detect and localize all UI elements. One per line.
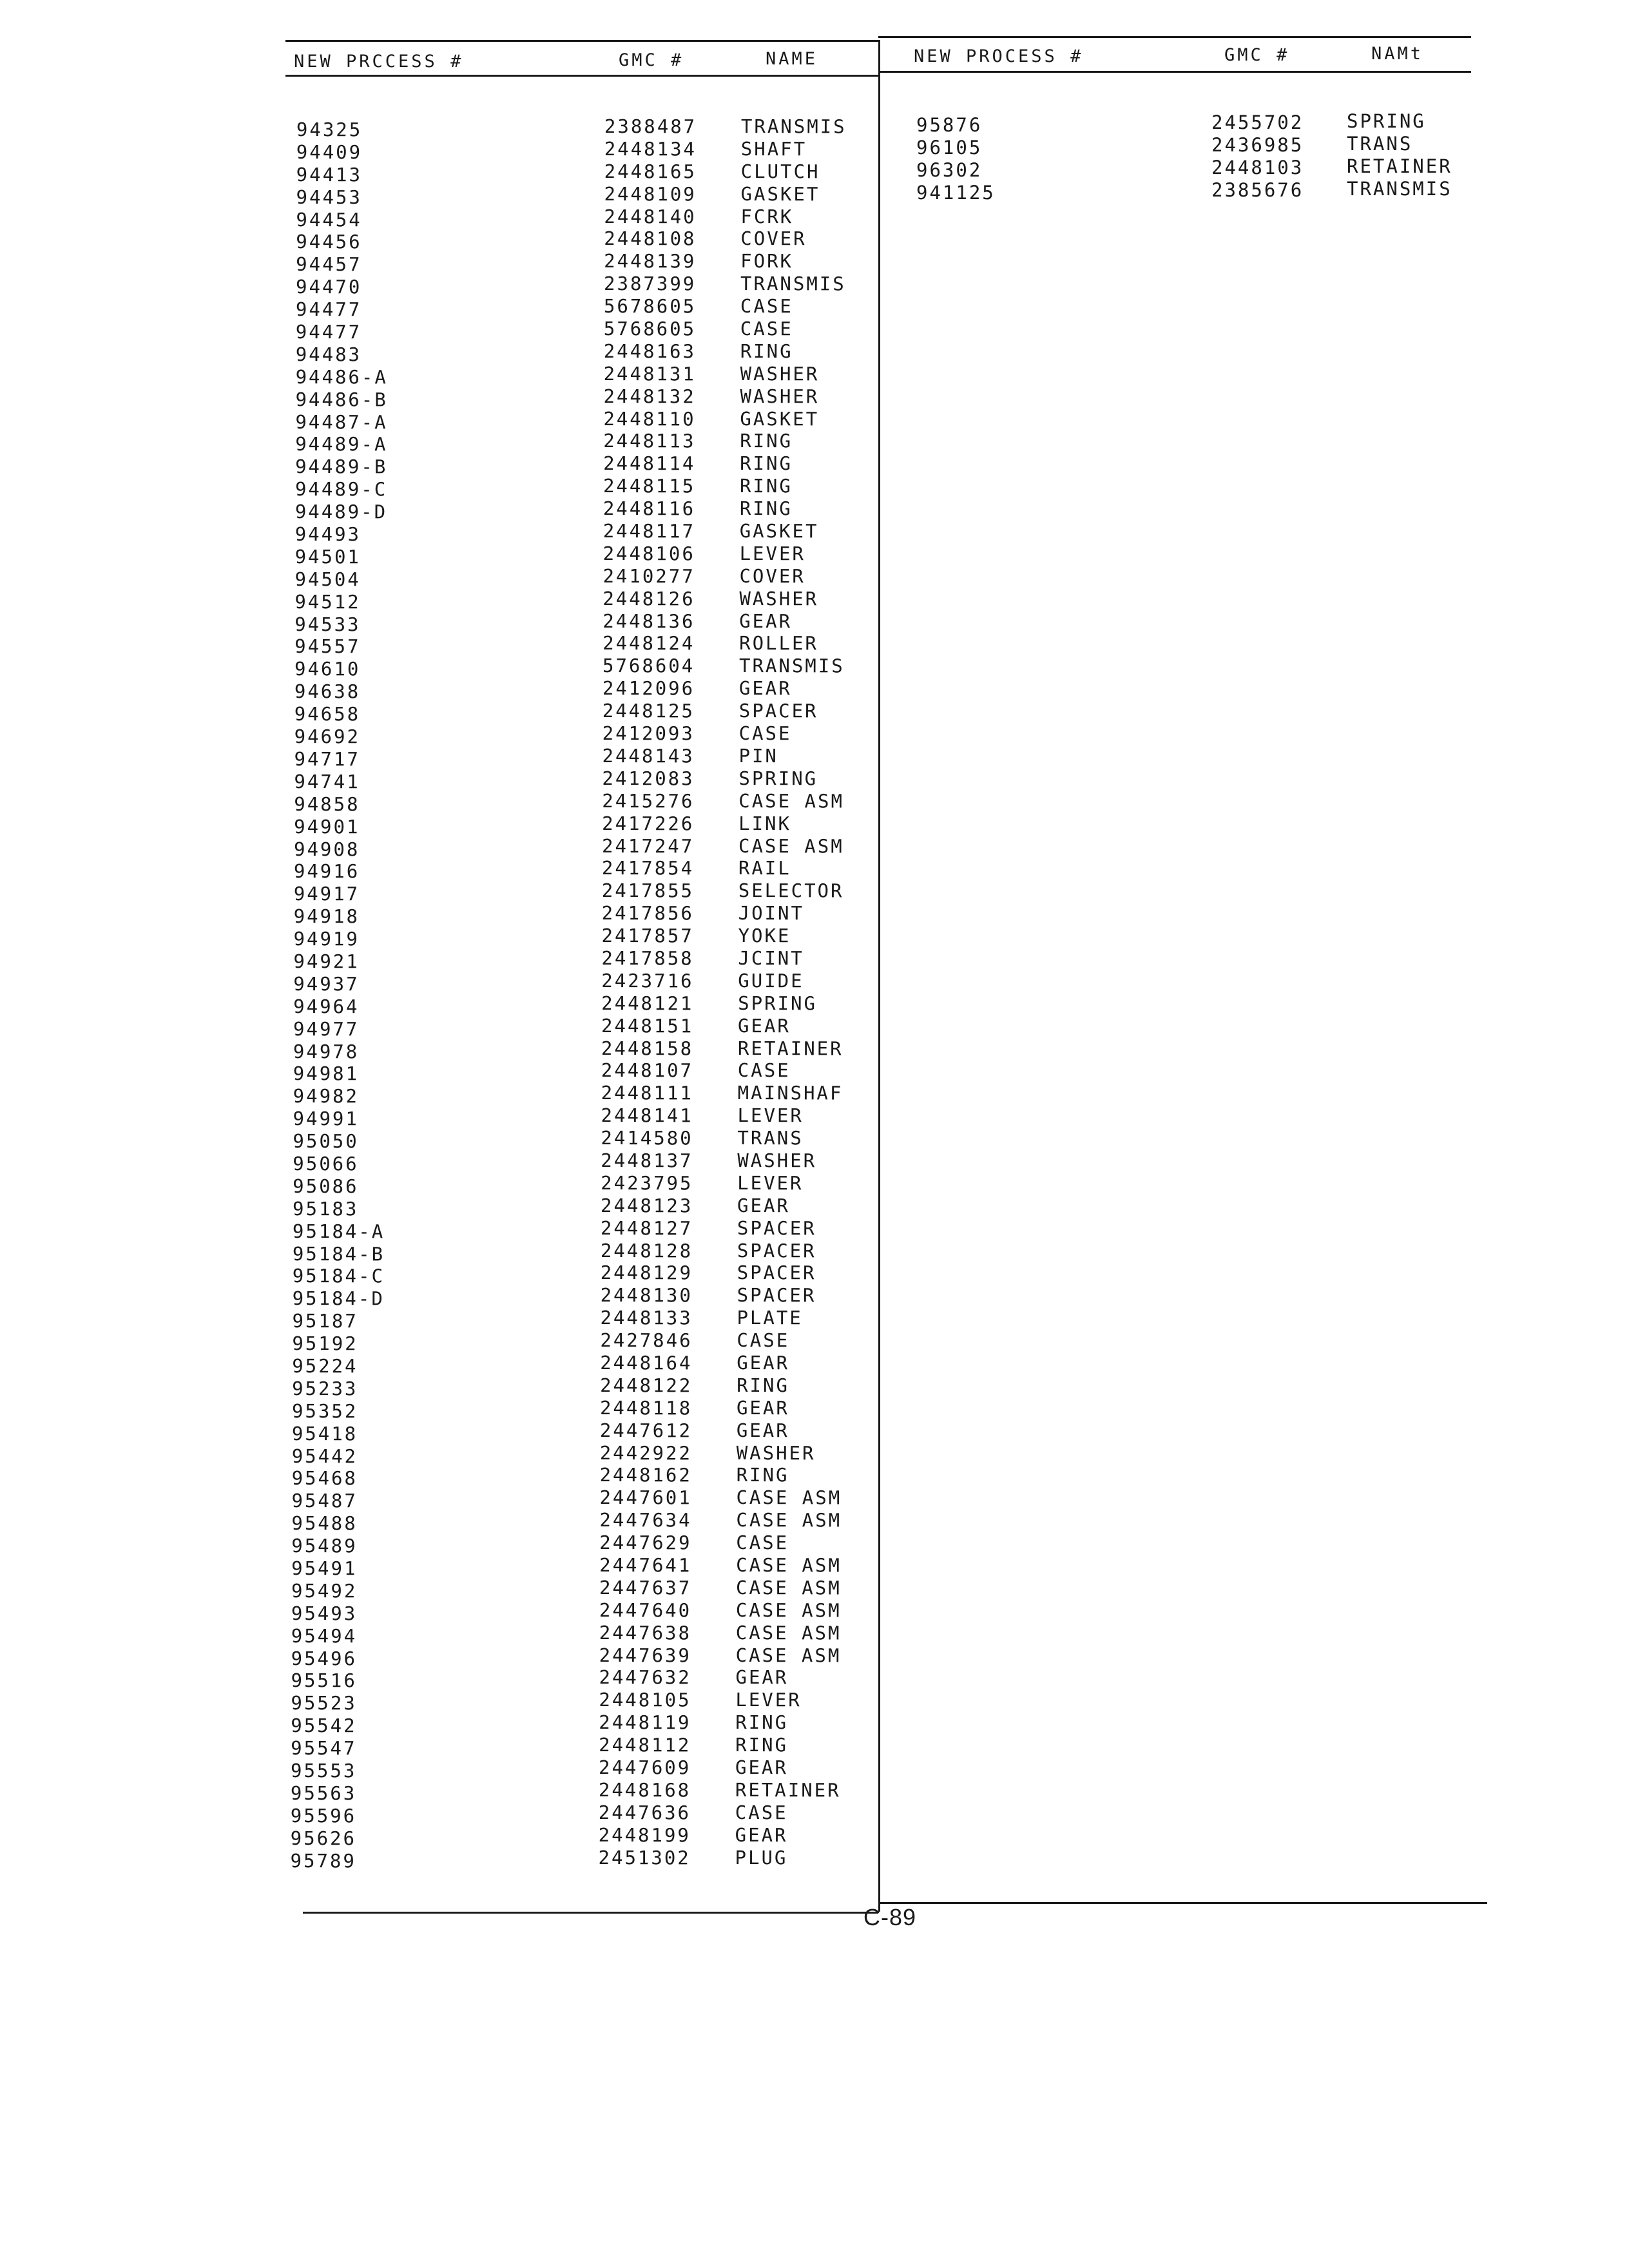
left-process-cell: 94504 [294,568,361,591]
left-name-cell: GEAR [736,1419,789,1441]
left-gmc-cell: 2442922 [599,1441,693,1465]
left-name-cell: RING [740,340,793,363]
left-name-cell: CASE [740,318,793,340]
left-gmc-cell: 2412083 [602,767,695,790]
left-gmc-cell: 2448119 [599,1711,691,1734]
right-process-cell: 96105 [916,136,983,159]
left-process-cell: 95523 [291,1692,357,1715]
left-process-cell: 94638 [294,680,361,703]
left-process-cell: 94908 [293,838,360,860]
left-name-cell: FORK [740,250,794,273]
left-process-cell: 94325 [296,119,363,141]
left-name-cell: RETAINER [735,1778,841,1802]
left-name-cell: GEAR [738,1014,791,1037]
left-gmc-cell: 2448165 [604,160,697,183]
left-gmc-cell: 2448137 [601,1149,693,1172]
left-gmc-cell: 2448162 [599,1464,692,1486]
right-header-gmc: GMC # [1224,45,1290,65]
left-name-cell: GEAR [735,1756,788,1779]
left-gmc-cell: 2447639 [599,1644,691,1667]
left-gmc-cell: 2448116 [602,497,696,520]
left-process-cell: 95563 [290,1782,357,1805]
left-name-cell: GEAR [737,1351,790,1374]
left-name-cell: CLUTCH [740,160,820,183]
left-name-cell: RING [737,1374,790,1397]
left-gmc-cell: 2448199 [598,1823,691,1847]
left-name-cell: CASE [740,295,793,318]
left-name-cell: GASKET [740,182,820,206]
left-name-cell: SELECTOR [738,879,844,902]
left-gmc-cell: 2448143 [602,744,695,767]
left-name-cell: GEAR [738,677,792,700]
left-process-column [291,119,389,1872]
left-name-cell: SPACER [737,1239,816,1262]
left-gmc-cell: 2415276 [602,789,695,812]
bottom-rule-right [878,1902,1487,1904]
left-name-cell: JOINT [738,902,805,925]
right-gmc-cell: 2455702 [1211,111,1304,133]
left-process-cell: 94493 [294,523,361,546]
left-gmc-cell: 2448106 [602,542,695,565]
left-gmc-cell: 2388487 [604,115,697,138]
left-name-cell: GEAR [735,1823,788,1846]
left-process-cell: 94512 [294,590,361,613]
left-process-cell: 94717 [294,747,360,771]
left-name-cell: TRANSMIS [738,655,845,677]
left-name-cell: RING [735,1711,789,1734]
left-process-cell: 95192 [292,1332,358,1355]
left-gmc-cell: 2448112 [599,1734,691,1756]
left-gmc-column [599,115,697,1869]
left-process-cell: 95468 [291,1467,358,1490]
left-name-cell: RAIL [738,857,791,879]
left-gmc-cell: 2448121 [601,992,694,1015]
left-name-cell: CASE ASM [738,834,844,858]
left-name-cell: RING [740,430,793,452]
left-process-cell: 95050 [293,1130,359,1153]
left-name-cell: CASE ASM [735,1621,842,1644]
left-process-cell: 95224 [292,1354,358,1378]
left-name-cell: GASKET [739,520,819,543]
left-name-cell: GEAR [739,610,793,632]
left-gmc-cell: 2447601 [599,1486,692,1509]
left-gmc-cell: 2448136 [602,610,695,633]
left-name-cell: SHAFT [740,137,807,160]
left-gmc-cell: 2414580 [601,1127,693,1149]
left-gmc-cell: 2448110 [603,407,696,430]
left-name-cell: RING [736,1464,789,1486]
left-name-cell: CASE ASM [736,1486,842,1509]
left-process-cell: 95553 [290,1760,357,1782]
left-gmc-cell: 2447609 [598,1756,691,1779]
left-process-cell: 95491 [291,1557,358,1580]
left-name-cell: RING [739,475,793,497]
left-process-cell: 95187 [292,1310,358,1332]
left-gmc-cell: 2448131 [603,362,696,385]
left-header-gmc: GMC # [619,50,684,70]
left-process-cell: 94477 [295,321,362,343]
left-process-cell: 95496 [291,1647,358,1669]
left-process-cell: 94921 [293,950,360,973]
left-name-cell: RETAINER [737,1037,843,1060]
left-gmc-cell: 2448163 [603,340,696,363]
right-gmc-cell: 2436985 [1211,133,1304,156]
left-process-cell: 94918 [293,905,360,928]
left-process-cell: 94658 [294,703,361,726]
left-gmc-cell: 2448123 [601,1194,693,1217]
left-gmc-cell: 2447640 [599,1599,692,1622]
left-name-cell: WASHER [737,1149,817,1172]
left-process-cell: 95494 [291,1624,358,1648]
left-name-cell: LEVER [737,1171,804,1195]
left-gmc-cell: 2448128 [600,1239,693,1262]
left-name-cell: GUIDE [738,969,804,992]
left-process-cell: 94453 [296,186,362,209]
left-gmc-cell: 2448141 [601,1104,693,1127]
left-process-cell: 94413 [296,163,363,186]
left-process-cell: 94741 [294,770,360,793]
left-name-cell: CASE ASM [736,1509,842,1532]
top-rule-right [878,36,1471,38]
left-gmc-cell: 2447638 [599,1621,692,1644]
left-name-cell: CASE [737,1059,791,1082]
left-name-cell: SPRING [738,992,818,1015]
left-name-cell: MAINSHAF [737,1082,843,1104]
left-gmc-cell: 2447634 [599,1509,692,1532]
left-process-cell: 95596 [290,1804,357,1827]
left-name-cell: CASE [738,722,792,745]
left-process-cell: 94454 [296,208,362,231]
left-process-cell: 95066 [293,1152,359,1175]
right-name-cell: SPRING [1347,110,1426,132]
left-process-cell: 95493 [291,1602,358,1625]
left-process-cell: 94977 [293,1017,360,1040]
left-name-cell: SPACER [737,1262,816,1284]
left-name-cell: GASKET [740,407,820,430]
left-process-cell: 94982 [293,1085,360,1108]
left-process-cell: 94610 [294,658,361,680]
left-gmc-cell: 2448133 [600,1307,693,1329]
left-name-cell: CASE ASM [735,1576,842,1599]
right-gmc-cell: 2448103 [1211,156,1304,178]
header-rule-left [285,75,878,77]
left-name-cell: WASHER [740,385,820,408]
left-gmc-cell: 2448105 [599,1689,691,1711]
left-gmc-cell: 2417856 [601,902,694,925]
right-gmc-cell: 2385676 [1211,178,1304,201]
left-name-cell: CASE [737,1329,790,1352]
bottom-rule-left [303,1912,878,1914]
left-process-cell: 94991 [293,1108,359,1130]
left-name-cell: GEAR [735,1666,789,1689]
page-number: C-89 [863,1904,917,1930]
left-name-cell: CASE ASM [735,1599,842,1622]
left-name-cell: YOKE [738,925,791,947]
right-gmc-column [1211,111,1304,202]
left-gmc-cell: 2448122 [600,1374,693,1397]
left-name-cell: COVER [740,227,807,250]
left-process-cell: 95487 [291,1490,358,1512]
left-gmc-cell: 2448158 [601,1037,694,1060]
left-gmc-cell: 2448129 [600,1262,693,1284]
left-name-cell: RING [735,1734,789,1756]
top-rule-left [285,40,878,42]
left-process-cell: 94533 [294,613,361,635]
left-process-cell: 95184-B [292,1242,385,1265]
left-process-cell: 95184-C [292,1265,385,1287]
left-gmc-cell: 2448117 [602,520,696,543]
left-process-cell: 94917 [293,883,360,905]
left-name-cell: GEAR [736,1396,789,1419]
left-process-cell: 95352 [291,1399,358,1423]
left-name-cell: WASHER [736,1441,816,1464]
left-gmc-cell: 2387399 [604,273,697,295]
left-process-cell: 95542 [291,1715,357,1737]
left-gmc-cell: 2448125 [602,700,695,722]
left-gmc-cell: 2448114 [603,452,696,475]
left-name-cell: CASE ASM [738,789,845,812]
left-process-cell: 95489 [291,1535,358,1557]
left-name-cell: PLUG [735,1846,788,1869]
left-name-cell: CASE [735,1801,788,1824]
right-name-column [1347,110,1452,200]
left-process-cell: 94978 [293,1040,360,1062]
left-name-cell: LEVER [739,542,805,565]
left-name-cell: PIN [738,744,778,767]
left-gmc-cell: 2448113 [603,430,696,452]
left-gmc-cell: 2423716 [601,969,694,992]
left-name-cell: RING [739,497,793,520]
left-gmc-cell: 5768604 [602,655,695,677]
left-name-cell: COVER [739,564,805,588]
left-gmc-cell: 2447632 [599,1666,691,1689]
left-process-cell: 94470 [296,276,362,298]
left-gmc-cell: 5768605 [603,318,697,340]
left-process-cell: 95442 [291,1445,358,1467]
left-name-cell: CASE [736,1532,789,1554]
left-process-cell: 95183 [293,1197,359,1220]
left-process-cell: 94916 [293,860,360,883]
left-name-cell: WASHER [739,587,819,610]
left-gmc-cell: 2417854 [601,857,695,879]
left-process-cell: 94456 [296,231,362,253]
left-header-name: NAME [766,49,818,69]
left-gmc-cell: 2448115 [602,475,696,497]
left-name-cell: LINK [738,812,792,834]
left-name-cell: LEVER [735,1689,802,1711]
left-gmc-cell: 2448140 [604,205,697,228]
left-gmc-cell: 2448107 [601,1059,694,1082]
left-process-cell: 94489-B [295,456,388,478]
left-process-cell: 95789 [290,1849,356,1872]
left-name-cell: FCRK [740,205,794,227]
left-gmc-cell: 2448164 [600,1351,693,1374]
left-name-cell: TRANSMIS [740,115,847,138]
left-process-cell: 95418 [291,1422,358,1445]
left-process-cell: 94981 [293,1062,360,1085]
left-process-cell: 94487-A [295,410,388,434]
left-gmc-cell: 2417226 [602,812,695,835]
right-name-cell: TRANS [1347,132,1413,155]
left-process-cell: 94557 [294,635,361,658]
left-process-cell: 94692 [294,726,361,748]
left-name-cell: TRANSMIS [740,273,846,295]
left-process-cell: 94483 [295,343,362,366]
left-process-cell: 94501 [294,545,361,568]
header-rule-right [878,71,1471,73]
left-process-cell: 94489-D [294,501,388,523]
left-gmc-cell: 2410277 [602,564,695,588]
left-name-cell: JCINT [738,947,804,970]
left-name-cell: SPACER [737,1284,816,1307]
right-name-cell: RETAINER [1347,155,1452,177]
left-name-cell: PLATE [737,1307,803,1329]
left-process-cell: 95233 [292,1377,358,1400]
right-header-name: NAMt [1371,44,1424,64]
left-gmc-cell: 2447636 [598,1801,691,1824]
left-gmc-cell: 2448139 [604,250,697,273]
left-gmc-cell: 2447629 [599,1532,692,1554]
left-name-cell: CASE ASM [736,1553,842,1577]
left-name-cell: RING [740,452,793,475]
left-process-cell: 94477 [295,298,362,321]
left-header-process: NEW PRCCESS # [294,52,464,72]
left-process-cell: 95547 [291,1737,357,1760]
left-gmc-cell: 2423795 [601,1171,693,1195]
left-gmc-cell: 2447612 [599,1419,693,1442]
left-gmc-cell: 2417858 [601,947,694,970]
left-process-cell: 95492 [291,1579,358,1602]
left-name-cell: TRANS [737,1127,804,1149]
left-gmc-cell: 2448109 [604,182,697,206]
left-name-cell: SPRING [738,767,818,790]
left-process-cell: 94486-A [295,365,388,389]
left-gmc-cell: 2448130 [600,1284,693,1307]
left-gmc-cell: 2412096 [602,677,695,700]
left-process-cell: 94901 [294,815,360,838]
left-gmc-cell: 2412093 [602,722,695,745]
left-gmc-cell: 2448118 [599,1396,693,1419]
left-gmc-cell: 2448151 [601,1014,694,1037]
left-gmc-cell: 2448124 [602,632,695,655]
left-name-column [735,115,847,1869]
left-gmc-cell: 2448168 [598,1778,691,1802]
left-gmc-cell: 2448108 [604,227,697,250]
left-gmc-cell: 2417247 [601,834,695,857]
left-gmc-cell: 2448126 [602,587,695,610]
right-process-cell: 941125 [916,181,996,204]
left-process-cell: 95184-D [292,1287,385,1310]
left-name-cell: GEAR [737,1194,790,1217]
left-gmc-cell: 5678605 [603,295,697,318]
left-gmc-cell: 2451302 [598,1846,691,1869]
left-process-cell: 95516 [291,1669,357,1692]
left-process-cell: 94409 [296,140,363,164]
left-gmc-cell: 2448134 [604,137,697,160]
left-process-cell: 95184-A [292,1220,385,1243]
left-name-cell: WASHER [740,362,820,385]
left-name-cell: ROLLER [739,632,818,655]
left-process-cell: 94457 [296,253,362,276]
left-name-cell: LEVER [737,1104,804,1127]
left-gmc-cell: 2417857 [601,925,694,947]
right-name-cell: TRANSMIS [1347,177,1452,200]
left-name-cell: CASE ASM [735,1644,842,1667]
left-gmc-cell: 2448132 [603,385,696,408]
left-gmc-cell: 2417855 [601,879,695,902]
left-name-cell: SPACER [738,700,818,722]
left-process-cell: 94937 [293,972,360,995]
left-gmc-cell: 2448127 [600,1216,693,1240]
left-process-cell: 94486-B [295,388,388,411]
left-process-cell: 94964 [293,995,360,1018]
left-process-cell: 94858 [294,793,360,816]
left-process-cell: 95086 [293,1175,359,1198]
right-header-process: NEW PROCESS # [914,46,1084,66]
left-gmc-cell: 2447637 [599,1576,692,1599]
left-gmc-cell: 2427846 [600,1329,693,1352]
left-gmc-cell: 2448111 [601,1082,693,1104]
left-process-cell: 94489-A [295,433,388,456]
right-process-cell: 96302 [916,159,983,181]
left-process-cell: 94489-C [294,478,388,501]
left-process-cell: 95626 [290,1827,357,1850]
right-process-column [916,114,996,204]
left-name-cell: SPACER [737,1216,816,1240]
column-divider [878,40,880,1912]
right-process-cell: 95876 [916,114,983,136]
left-process-cell: 95488 [291,1512,358,1535]
left-process-cell: 94919 [293,928,360,950]
left-gmc-cell: 2447641 [599,1553,692,1577]
